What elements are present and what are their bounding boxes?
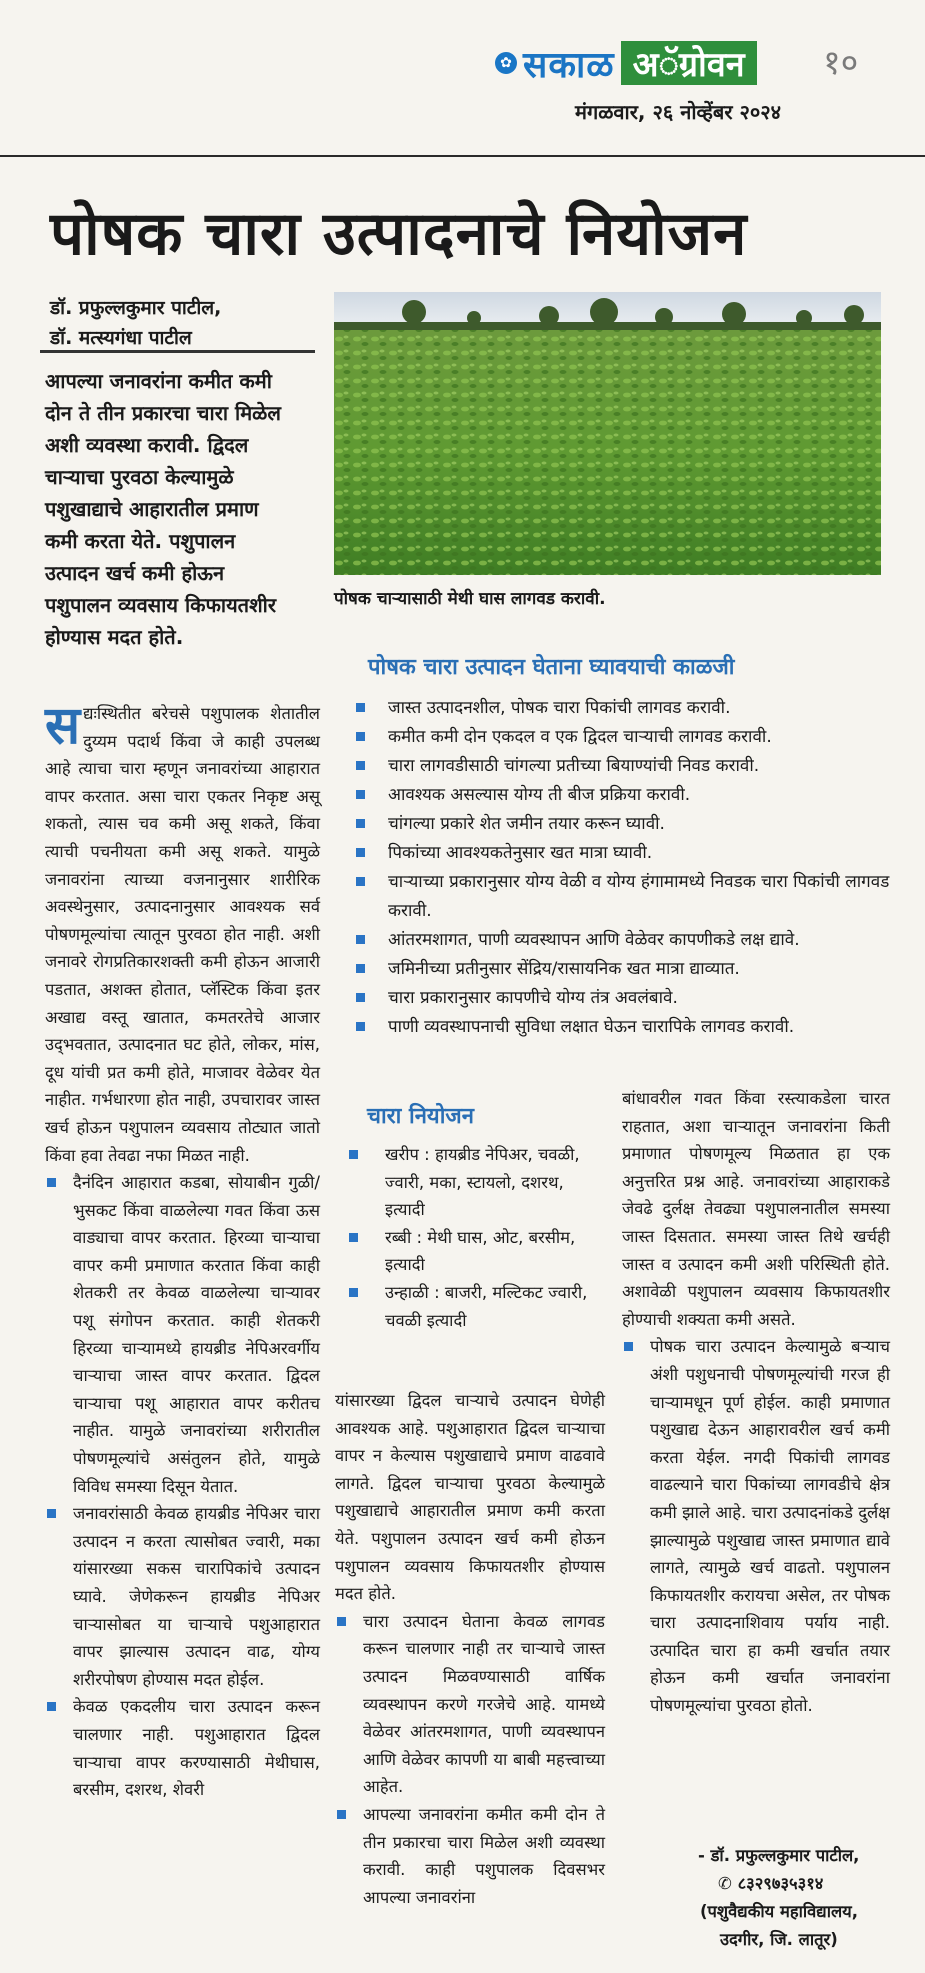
intro-line: आपल्या जनावरांना कमीत कमी — [45, 369, 272, 393]
supplement-name: अॅग्रोवन — [621, 41, 757, 85]
fenugreek-field-photo — [334, 292, 881, 575]
list-item: चारा प्रकारानुसार कापणीचे योग्य तंत्र अवलंबावे. — [352, 984, 892, 1013]
intro-line: कमी करता येते. पशुपालन — [45, 529, 236, 553]
intro-line: दोन ते तीन प्रकारचा चारा मिळेल — [45, 401, 281, 425]
intro-line: उत्पादन खर्च कमी होऊन — [45, 561, 225, 585]
list-item: पोषक चारा उत्पादन केल्यामुळे बऱ्याच अंशी पशुधनाची पोषणमूल्यांची गरज ही चाऱ्यामधून पूर्ण होईल. काही प्रमाणात पशुखाद्य देऊन आहारावरील खर्च कमी करता येईल. नगदी पिकांची लागवड वाढल्याने चारा पिकांच्या लागवडीचे क्षेत्र कमी झाले आहे. चारा उत्पादनांकडे दुर्लक्ष झाल्यामुळे पशुखाद्य जास्त प्रमाणात द्यावे लागते, त्यामुळे खर्च वाढतो. पशुपालन किफायतशीर करायचा असेल, तर पोषक चारा उत्पादनाशिवाय पर्याय नाही. उत्पादित चारा हा कमी खर्चात तयार होऊन कमी खर्चात जनावरांना पोषणमूल्यांचा पुरवठा होतो. — [622, 1333, 890, 1719]
list-item: चारा उत्पादन घेताना केवळ लागवड करून चालणार नाही तर चाऱ्याचे जास्त उत्पादन मिळवण्यासाठी वार्षिक व्यवस्थापन करणे गरजेचे आहे. यामध्ये वेळेवर आंतरमशागत, पाणी व्यवस्थापन आणि वेळेवर कापणी या बाबी महत्त्वाच्या आहेत. — [335, 1608, 605, 1801]
intro-line: पशुपालन व्यवसाय किफायतशीर — [45, 593, 277, 617]
column-3-bullets — [335, 1608, 605, 1912]
brand-name: सकाळ — [523, 44, 615, 86]
body-paragraph: बांधावरील गवत किंवा रस्त्याकडेला चारत राहतात, अशा चाऱ्यातून जनावरांना किती प्रमाणात पोषणमूल्य मिळतात हा एक अनुत्तरित प्रश्न आहे. जनावरांच्या आहाराकडे जेवढे दुर्लक्ष तेवढ्या पशुपालनातील समस्या जास्त दिसतात. समस्या जास्त तिथे खर्चही जास्त व उत्पादन कमी अशी परिस्थिती होते. अशावेळी पशुपालन व्यवसाय किफायतशीर होण्याची शक्यता कमी असते. — [622, 1089, 890, 1329]
plan-section-heading: चारा नियोजन — [367, 1104, 474, 1129]
care-section-heading: पोषक चारा उत्पादन घेताना घ्यावयाची काळजी — [368, 655, 735, 680]
list-item: आंतरमशागत, पाणी व्यवस्थापन आणि वेळेवर कापणीकडे लक्ष द्यावे. — [352, 926, 892, 955]
care-list — [352, 694, 892, 1042]
list-item: कमीत कमी दोन एकदल व एक द्विदल चाऱ्याची लागवड करावी. — [352, 723, 892, 752]
bullet-square-icon — [356, 1022, 365, 1031]
masthead — [495, 40, 757, 86]
page-number: १० — [823, 43, 859, 83]
body-paragraph: यांसारख्या द्विदल चाऱ्याचे उत्पादन घेणेही आवश्यक आहे. पशुआहारात द्विदल चाऱ्याचा वापर न केल्यास पशुखाद्याचे प्रमाण वाढवावे लागते. द्विदल चाऱ्याचा पुरवठा केल्यामुळे पशुखाद्याचे आहारातील प्रमाण कमी करता येते. पशुपालन उत्पादन खर्च कमी होऊन पशुपालन व्यवसाय किफायतशीर होण्यास मदत होते. — [335, 1391, 605, 1604]
drop-cap: स — [45, 696, 81, 756]
bullet-square-icon — [356, 877, 365, 886]
author-line-2: डॉ. मत्स्यगंधा पाटील — [50, 327, 192, 349]
signature-name: - डॉ. प्रफुल्लकुमार पाटील, — [698, 1846, 860, 1865]
list-item: चारा लागवडीसाठी चांगल्या प्रतीच्या बियाण्यांची निवड करावी. — [352, 752, 892, 781]
bullet-square-icon — [356, 848, 365, 857]
photo-caption: पोषक चाऱ्यासाठी मेथी घास लागवड करावी. — [334, 589, 606, 609]
intro-line: होण्यास मदत होते. — [45, 625, 184, 649]
bullet-square-icon — [356, 761, 365, 770]
list-item: आपल्या जनावरांना कमीत कमी दोन ते तीन प्रकारचा चारा मिळेल अशी व्यवस्था करावी. काही पशुपालक दिवसभर आपल्या जनावरांना — [335, 1801, 605, 1911]
list-item: उन्हाळी : बाजरी, मल्टिकट ज्वारी, चवळी इत्यादी — [345, 1279, 605, 1334]
bullet-square-icon — [624, 1342, 633, 1351]
issue-date: मंगळवार, २६ नोव्हेंबर २०२४ — [575, 100, 782, 124]
column-1-bullets — [45, 1169, 320, 1804]
intro-blurb — [45, 365, 315, 653]
list-item: खरीप : हायब्रीड नेपिअर, चवळी, ज्वारी, मका, स्टायलो, दशरथ, इत्यादी — [345, 1141, 605, 1224]
body-paragraph: सद्यःस्थितीत बरेचसे पशुपालक शेतातील दुय्यम पदार्थ किंवा जे काही उपलब्ध आहे त्याचा चारा म्हणून जनावरांच्या आहारात वापर करतात. असा चारा एकतर निकृष्ट असू शकतो, त्यास चव कमी असू शकते, किंवा त्याची पचनीयता कमी असू शकते. यामुळे जनावरांना त्याच्या वजनानुसार शारीरिक अवस्थेनुसार, उत्पादनानुसार आवश्यक सर्व पोषणमूल्यांचा त्यातून पुरवठा होत नाही. अशी जनावरे रोगप्रतिकारशक्ती कमी होऊन आजारी पडतात, अशक्त होतात, प्लॅस्टिक किंवा इतर अखाद्य वस्तू खातात, कमतरतेचे आजार उद्‍भवतात, उत्पादनात घट होते, लोकर, मांस, दूध यांची प्रत कमी होते, माजावर वेळेवर येत नाहीत. गर्भधारणा होत नाही, उपचारावर जास्त खर्च होऊन पशुपालन व्यवसाय तोट्यात जातो किंवा हवा तेवढा नफा मिळत नाही. — [45, 696, 320, 1165]
article-column-3 — [335, 1387, 605, 1911]
list-item: पाणी व्यवस्थापनाची सुविधा लक्षात घेऊन चारापिके लागवड करावी. — [352, 1013, 892, 1042]
list-item: जास्त उत्पादनशील, पोषक चारा पिकांची लागवड करावी. — [352, 694, 892, 723]
bullet-square-icon — [356, 790, 365, 799]
plan-list — [345, 1141, 605, 1334]
bullet-square-icon — [349, 1233, 358, 1242]
bullet-square-icon — [47, 1509, 56, 1518]
list-item: दैनंदिन आहारात कडबा, सोयाबीन गुळी/भुसकट किंवा वाळलेल्या गवत किंवा ऊस वाड्याचा वापर करतात. हिरव्या चाऱ्याचा वापर कमी प्रमाणात करतात किंवा काही शेतकरी तर केवळ वाळलेल्या चाऱ्यावर पशू संगोपन करतात. काही शेतकरी हिरव्या चाऱ्यामध्ये हायब्रीड नेपिअरवर्गीय चाऱ्याचा जास्त वापर करतात. द्विदल चाऱ्याचा पशू आहारात वापर करीतच नाहीत. यामुळे जनावरांच्या शरीरातील पोषणमूल्यांचे असंतुलन होते, यामुळे विविध समस्या दिसून येतात. — [45, 1169, 320, 1500]
bullet-square-icon — [47, 1178, 56, 1187]
bullet-square-icon — [356, 993, 365, 1002]
bullet-square-icon — [356, 935, 365, 944]
bullet-square-icon — [356, 732, 365, 741]
intro-line: चाऱ्याचा पुरवठा केल्यामुळे — [45, 465, 234, 489]
list-item: केवळ एकदलीय चारा उत्पादन करून चालणार नाही. पशुआहारात द्विदल चाऱ्याचा वापर करण्यासाठी मेथीघास, बरसीम, दशरथ, शेवरी — [45, 1693, 320, 1803]
signature-institute: (पशुवैद्यकीय महाविद्यालय, — [700, 1902, 859, 1921]
bullet-square-icon — [337, 1810, 346, 1819]
bullet-square-icon — [349, 1288, 358, 1297]
list-item: चाऱ्याच्या प्रकारानुसार योग्य वेळी व योग्य हंगामामध्ये निवडक चारा पिकांची लागवड करावी. — [352, 868, 892, 926]
list-item: आवश्यक असल्यास योग्य ती बीज प्रक्रिया करावी. — [352, 781, 892, 810]
bullet-square-icon — [356, 964, 365, 973]
article-headline: पोषक चारा उत्पादनाचे नियोजन — [50, 199, 748, 269]
list-item: पिकांच्या आवश्यकतेनुसार खत मात्रा घ्यावी. — [352, 839, 892, 868]
article-column-1 — [45, 696, 320, 1804]
list-item: चांगल्या प्रकारे शेत जमीन तयार करून घ्यावी. — [352, 810, 892, 839]
intro-line: पशुखाद्याचे आहारातील प्रमाण — [45, 497, 259, 521]
signature-phone: ✆ ८३२९७३५३१४ — [718, 1874, 824, 1893]
bullet-square-icon — [356, 703, 365, 712]
bullet-square-icon — [349, 1150, 358, 1159]
sakal-logo-icon: ✿ — [495, 52, 517, 74]
signature-location: उदगीर, जि. लातूर) — [720, 1930, 838, 1949]
masthead-divider — [0, 155, 925, 157]
article-column-4 — [622, 1085, 890, 1720]
column-4-bullets — [622, 1333, 890, 1719]
list-item: जनावरांसाठी केवळ हायब्रीड नेपिअर चारा उत्पादन न करता त्यासोबत ज्वारी, मका यांसारख्या सकस चारापिकांचे उत्पादन घ्यावे. जेणेकरून हायब्रीड नेपिअर चाऱ्यासोबत या चाऱ्याचे पशुआहारात वापर झाल्यास उत्पादन वाढ, योग्य शरीरपोषण होण्यास मदत होईल. — [45, 1500, 320, 1693]
bullet-square-icon — [356, 819, 365, 828]
bullet-square-icon — [47, 1702, 56, 1711]
list-item: रब्बी : मेथी घास, ओट, बरसीम, इत्यादी — [345, 1224, 605, 1279]
author-line-1: डॉ. प्रफुल्लकुमार पाटील, — [50, 297, 222, 319]
list-item: जमिनीच्या प्रतीनुसार सेंद्रिय/रासायनिक खत मात्रा द्याव्यात. — [352, 955, 892, 984]
intro-line: अशी व्यवस्था करावी. द्विदल — [45, 433, 249, 457]
bullet-square-icon — [337, 1617, 346, 1626]
intro-divider — [40, 350, 315, 353]
